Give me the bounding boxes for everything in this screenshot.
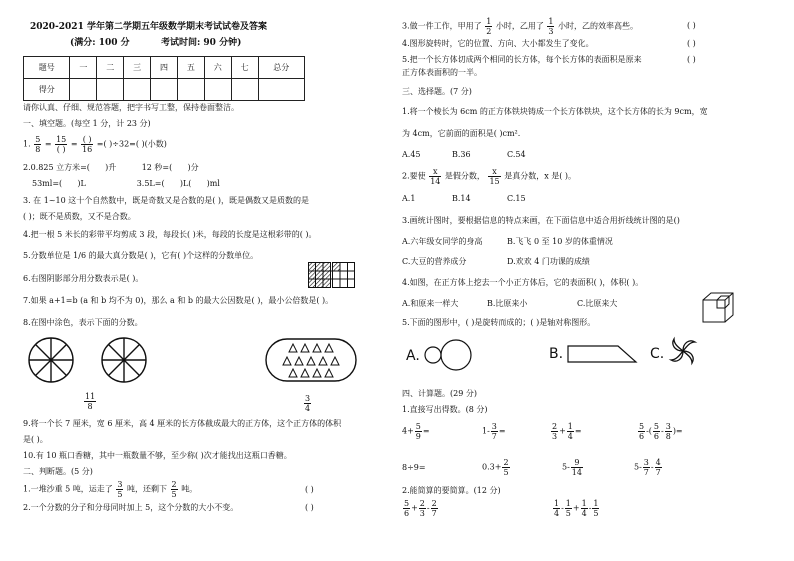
fraction-3-4: $\frac{3}{4}$ xyxy=(305,394,311,413)
judge-2: 2.一个分数的分子和分母同时加上 5，这个分数的大小不变。 xyxy=(23,503,239,512)
table-cell: 总分 xyxy=(258,57,304,79)
choice-5-option-a[interactable]: A. xyxy=(406,348,420,364)
score-cell[interactable] xyxy=(97,79,124,101)
section-3-title: 三、选择题。(7 分) xyxy=(402,87,472,96)
question-8: 8.在图中涂色，表示下面的分数。 xyxy=(23,318,143,327)
choice-2-option-a[interactable]: A.1 xyxy=(402,194,416,203)
question-3b: ( )；既不是质数，又不是合数。 xyxy=(23,212,136,221)
calc-1-title: 1.直接写出得数。(8 分) xyxy=(402,405,488,414)
question-1: 1. $\frac{5}{8}$ = $\frac{15}{( )}$ = $\frac{( )}{16}$ =( )÷32=( )(小数) xyxy=(23,135,167,154)
question-2a: 2.0.825 立方米=( )升 12 秒=( )分 xyxy=(23,163,199,172)
question-5: 5.分数单位是 1/6 的最大真分数是( )，它有( )个这样的分数单位。 xyxy=(23,251,259,260)
question-4: 4.把一根 5 米长的彩带平均剪成 3 段，每段长( )米，每段的长度是这根彩带的( )。 xyxy=(23,230,317,239)
section-4-title: 四、计算题。(29 分) xyxy=(402,389,477,398)
calc-expr: $\frac{2}{3}$ + $\frac{1}{4}$ = xyxy=(552,422,582,441)
judge-4: 4.图形旋转时，它的位置、方向、大小都发生了变化。 xyxy=(402,39,594,48)
fraction-11-8: $\frac{11}{8}$ xyxy=(85,392,96,411)
choice-2: 2.要使 $\frac{x}{14}$ 是假分数， $\frac{x}{15}$ 是真分数，x 是( )。 xyxy=(402,167,577,186)
choice-3-option-d[interactable]: D.欢欢 4 门功课的成绩 xyxy=(507,257,590,266)
calc-expr: $\frac{1}{4}$ - $\frac{1}{5}$ + $\frac{1}{4}$ - $\frac{1}{5}$ xyxy=(554,499,599,518)
fraction: $\frac{( )}{16}$ xyxy=(82,135,93,154)
table-cell: 得分 xyxy=(24,79,70,101)
choice-3-option-c[interactable]: C.大豆的营养成分 xyxy=(402,257,467,266)
calc-expr: 5- $\frac{9}{14}$ xyxy=(562,458,582,477)
choice-4-option-c[interactable]: C.比原来大 xyxy=(577,299,618,308)
question-7: 7.如果 a+1=b (a 和 b 均不为 0)，那么 a 和 b 的最大公因数是( )，最小公倍数是( )。 xyxy=(23,296,334,305)
judge-5a: 5.把一个长方体切成两个相同的长方体，每个长方体的表面积是原来 xyxy=(402,55,642,64)
section-2-title: 二、判断题。(5 分) xyxy=(23,467,93,476)
instruction: 请你认真、仔细、规范答题，把字书写工整，保持卷面整洁。 xyxy=(23,103,239,112)
judge-2-answer[interactable]: ( ) xyxy=(305,503,314,512)
judge-5-answer[interactable]: ( ) xyxy=(687,55,696,64)
question-10: 10.有 10 瓶口香糖，其中一瓶数量不够，至少称( )次才能找出这瓶口香糖。 xyxy=(23,451,292,460)
choice-4-option-b[interactable]: B.比原来小 xyxy=(487,299,528,308)
table-row xyxy=(24,57,305,79)
choice-5-option-c[interactable]: C. xyxy=(650,346,665,362)
judge-4-answer[interactable]: ( ) xyxy=(687,39,696,48)
calc-expr: 0.3+ $\frac{2}{5}$ xyxy=(482,458,509,477)
fraction: $\frac{5}{8}$ xyxy=(35,135,41,154)
fraction: $\frac{15}{( )}$ xyxy=(56,135,67,154)
judge-1-answer[interactable]: ( ) xyxy=(305,485,314,494)
score-cell[interactable] xyxy=(124,79,151,101)
judge-1: 1.一堆沙重 5 吨，运走了 $\frac{3}{5}$ 吨，还剩下 $\frac{2}{5}$ 吨。 xyxy=(23,480,198,499)
choice-2-option-c[interactable]: C.15 xyxy=(507,194,526,203)
choice-4-option-a[interactable]: A.和原来一样大 xyxy=(402,299,459,308)
choice-5-option-b[interactable]: B. xyxy=(549,346,564,362)
circles-figure xyxy=(424,338,472,372)
table-cell: 三 xyxy=(124,57,151,79)
choice-1-option-b[interactable]: B.36 xyxy=(452,150,471,159)
calc-expr: 1- $\frac{3}{7}$ = xyxy=(482,422,506,441)
triangles-oval-figure xyxy=(265,338,357,382)
choice-3-option-a[interactable]: A.六年级女同学的身高 xyxy=(402,237,483,246)
score-cell[interactable] xyxy=(70,79,97,101)
table-cell: 二 xyxy=(97,57,124,79)
score-cell[interactable] xyxy=(258,79,304,101)
question-2b: 53ml=( )L 3.5L=( )L( )ml xyxy=(32,179,220,188)
trapezoid-figure xyxy=(566,342,638,364)
calc-expr: 5- $\frac{3}{7}$ - $\frac{4}{7}$ xyxy=(634,458,661,477)
judge-3-answer[interactable]: ( ) xyxy=(687,21,696,30)
question-3a: 3. 在 1~10 这十个自然数中，既是奇数又是合数的是( )，既是偶数又是质数的是 xyxy=(23,196,310,205)
table-cell: 题号 xyxy=(24,57,70,79)
choice-3: 3.画统计图时，要根据信息的特点来画，在下面信息中适合用折线统计图的是() xyxy=(402,216,680,225)
table-cell: 五 xyxy=(177,57,204,79)
score-cell[interactable] xyxy=(151,79,178,101)
calc-expr: $\frac{5}{6}$ + $\frac{2}{3}$ - $\frac{2}{7}$ xyxy=(404,499,437,518)
judge-3: 3.做一件工作，甲用了 $\frac{1}{2}$ 小时，乙用了 $\frac{1}{3}$ 小时，乙的效率高些。 xyxy=(402,17,639,36)
table-cell: 六 xyxy=(204,57,231,79)
choice-1-option-a[interactable]: A.45 xyxy=(402,150,421,159)
calc-expr: 8÷9= xyxy=(402,463,426,472)
choice-2-option-b[interactable]: B.14 xyxy=(452,194,471,203)
calc-expr: 4+ $\frac{5}{9}$ = xyxy=(402,422,430,441)
exam-meta: (满分: 100 分 考试时间: 90 分钟) xyxy=(70,38,242,48)
table-row xyxy=(24,79,305,101)
score-cell[interactable] xyxy=(204,79,231,101)
section-1-title: 一、填空题。(每空 1 分，计 23 分) xyxy=(23,119,151,128)
judge-5b: 正方体表面积的一半。 xyxy=(402,68,482,77)
shaded-grid-figure xyxy=(308,262,356,288)
table-cell: 四 xyxy=(151,57,178,79)
score-table xyxy=(23,56,305,101)
choice-4: 4.如图，在正方体上挖去一个小正方体后，它的表面积( )，体积( )。 xyxy=(402,278,644,287)
cube-figure xyxy=(702,292,734,324)
page-title: 2020-2021 学年第二学期五年级数学期末考试试卷及答案 xyxy=(30,22,267,32)
question-9a: 9.将一个长 7 厘米，宽 6 厘米，高 4 厘米的长方体截成最大的正方体，这个正方体的体积 xyxy=(23,419,342,428)
choice-1-option-c[interactable]: C.54 xyxy=(507,150,526,159)
score-cell[interactable] xyxy=(177,79,204,101)
choice-3-option-b[interactable]: B.飞飞 0 至 10 岁的体重情况 xyxy=(507,237,613,246)
calc-expr: $\frac{5}{6}$ -( $\frac{5}{6}$ - $\frac{3}{8}$ )= xyxy=(639,422,683,441)
fraction-circles-figure xyxy=(20,336,160,384)
choice-1a: 1.将一个棱长为 6cm 的正方体铁块铸成一个长方体铁块，这个长方体的长为 9cm，宽 xyxy=(402,107,708,116)
score-cell[interactable] xyxy=(231,79,258,101)
choice-1b: 为 4cm，它前面的面积是( )cm². xyxy=(402,129,521,138)
pinwheel-figure xyxy=(668,336,698,366)
question-6: 6.右图阴影部分用分数表示是( )。 xyxy=(23,274,144,283)
calc-2-title: 2.能简算的要简算。(12 分) xyxy=(402,486,501,495)
table-cell: 七 xyxy=(231,57,258,79)
table-cell: 一 xyxy=(70,57,97,79)
question-9b: 是( )。 xyxy=(23,435,48,444)
choice-5: 5.下面的图形中，( )是旋转而成的；( )是轴对称图形。 xyxy=(402,318,596,327)
